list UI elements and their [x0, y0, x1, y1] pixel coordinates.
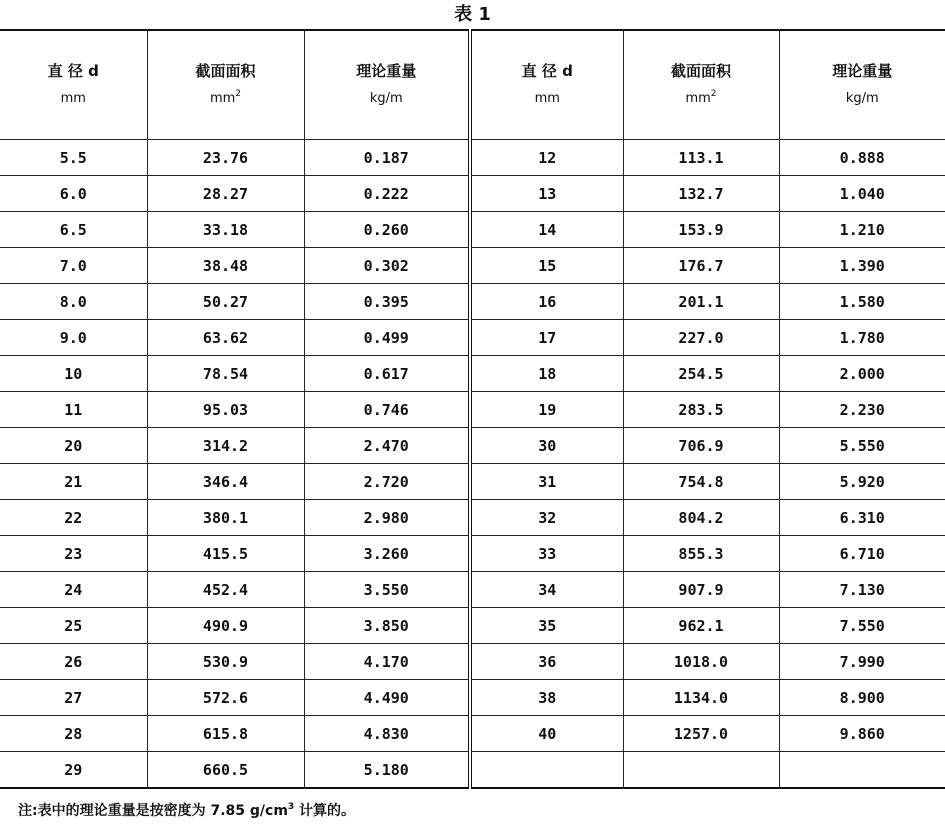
- area-cell: 907.9: [623, 572, 779, 608]
- header-weight-unit: kg/m: [369, 91, 403, 106]
- table-row: [0, 212, 945, 248]
- header-diameter-left: [0, 30, 147, 140]
- table-header: [0, 30, 945, 140]
- diameter-cell: 20: [0, 428, 147, 464]
- table-row: [0, 140, 945, 176]
- header-area-label: 截面面积: [670, 62, 731, 80]
- weight-cell: 1.040: [779, 176, 945, 212]
- steel-bar-table: [0, 29, 945, 789]
- area-cell: 153.9: [623, 212, 779, 248]
- table-row: [0, 680, 945, 716]
- diameter-cell: 23: [0, 536, 147, 572]
- weight-cell: 3.850: [304, 608, 470, 644]
- area-cell: 201.1: [623, 284, 779, 320]
- table-row: [0, 320, 945, 356]
- diameter-cell: 17: [470, 320, 623, 356]
- table-row: [0, 536, 945, 572]
- weight-cell: 0.187: [304, 140, 470, 176]
- area-cell: 95.03: [147, 392, 304, 428]
- table-title: 表 1: [454, 4, 491, 25]
- header-diameter-unit: mm: [60, 91, 86, 106]
- table-row: [0, 752, 945, 789]
- diameter-cell: 12: [470, 140, 623, 176]
- weight-cell: 5.920: [779, 464, 945, 500]
- area-cell: 415.5: [147, 536, 304, 572]
- table-body: [0, 140, 945, 789]
- diameter-cell: 38: [470, 680, 623, 716]
- diameter-cell: 40: [470, 716, 623, 752]
- diameter-cell: 35: [470, 608, 623, 644]
- diameter-cell: 26: [0, 644, 147, 680]
- weight-cell: 2.000: [779, 356, 945, 392]
- header-weight-left: [304, 30, 470, 140]
- area-cell: 572.6: [147, 680, 304, 716]
- diameter-cell: 7.0: [0, 248, 147, 284]
- area-cell: 1018.0: [623, 644, 779, 680]
- weight-cell: 4.490: [304, 680, 470, 716]
- area-cell: 38.48: [147, 248, 304, 284]
- area-cell: 78.54: [147, 356, 304, 392]
- weight-cell: 0.260: [304, 212, 470, 248]
- area-cell: 254.5: [623, 356, 779, 392]
- diameter-cell: 28: [0, 716, 147, 752]
- diameter-cell: 22: [0, 500, 147, 536]
- diameter-cell: 9.0: [0, 320, 147, 356]
- weight-cell: 7.130: [779, 572, 945, 608]
- weight-cell: 5.180: [304, 752, 470, 789]
- footnote-text-end: 计算的。: [294, 803, 356, 819]
- header-diameter-label: 直 径 d: [47, 62, 99, 80]
- weight-cell: 0.888: [779, 140, 945, 176]
- diameter-cell: 5.5: [0, 140, 147, 176]
- header-area-label: 截面面积: [195, 62, 256, 80]
- table-row: [0, 500, 945, 536]
- weight-cell: 3.550: [304, 572, 470, 608]
- weight-cell: 8.900: [779, 680, 945, 716]
- table-row: [0, 464, 945, 500]
- diameter-cell: 8.0: [0, 284, 147, 320]
- table-row: [0, 644, 945, 680]
- weight-cell: 4.170: [304, 644, 470, 680]
- area-cell: 706.9: [623, 428, 779, 464]
- diameter-cell: 32: [470, 500, 623, 536]
- weight-cell: 2.230: [779, 392, 945, 428]
- diameter-cell: 11: [0, 392, 147, 428]
- weight-cell: 0.746: [304, 392, 470, 428]
- diameter-cell: 24: [0, 572, 147, 608]
- area-cell: 227.0: [623, 320, 779, 356]
- diameter-cell: 13: [470, 176, 623, 212]
- diameter-cell: 31: [470, 464, 623, 500]
- weight-cell: 1.780: [779, 320, 945, 356]
- footnote-exponent: 3: [287, 802, 295, 812]
- table-row: [0, 356, 945, 392]
- weight-cell: 2.980: [304, 500, 470, 536]
- header-weight-label: 理论重量: [356, 62, 417, 80]
- area-cell: 962.1: [623, 608, 779, 644]
- weight-cell: 0.617: [304, 356, 470, 392]
- diameter-cell: 14: [470, 212, 623, 248]
- area-cell: 1257.0: [623, 716, 779, 752]
- diameter-cell: 19: [470, 392, 623, 428]
- header-area-unit: $mm^2$: [209, 89, 242, 106]
- area-cell: 530.9: [147, 644, 304, 680]
- footnote-text: 注:表中的理论重量是按密度为 7.85 g/cm: [18, 803, 288, 819]
- table-row: [0, 392, 945, 428]
- diameter-cell: 6.0: [0, 176, 147, 212]
- area-cell: 660.5: [147, 752, 304, 789]
- header-area-unit: $mm^2$: [685, 89, 717, 106]
- area-cell: 63.62: [147, 320, 304, 356]
- diameter-cell: 36: [470, 644, 623, 680]
- diameter-cell: 21: [0, 464, 147, 500]
- table-row: [0, 608, 945, 644]
- weight-cell: 4.830: [304, 716, 470, 752]
- weight-cell: 7.550: [779, 608, 945, 644]
- weight-cell: 5.550: [779, 428, 945, 464]
- diameter-cell: 30: [470, 428, 623, 464]
- diameter-cell: 16: [470, 284, 623, 320]
- weight-cell: 3.260: [304, 536, 470, 572]
- header-weight-label: 理论重量: [832, 62, 893, 80]
- area-cell: 132.7: [623, 176, 779, 212]
- area-cell: 1134.0: [623, 680, 779, 716]
- header-diameter-label: 直 径 d: [521, 62, 573, 80]
- area-cell: 490.9: [147, 608, 304, 644]
- header-area-left: [147, 30, 304, 140]
- weight-cell: 1.210: [779, 212, 945, 248]
- weight-cell: 6.310: [779, 500, 945, 536]
- diameter-cell: 34: [470, 572, 623, 608]
- table-row: [0, 176, 945, 212]
- table-row: [0, 284, 945, 320]
- weight-cell: 1.390: [779, 248, 945, 284]
- weight-cell: 2.720: [304, 464, 470, 500]
- diameter-cell: 29: [0, 752, 147, 789]
- weight-cell: 0.395: [304, 284, 470, 320]
- header-weight-right: [779, 30, 945, 140]
- area-cell: 176.7: [623, 248, 779, 284]
- weight-cell: 0.302: [304, 248, 470, 284]
- area-cell: 28.27: [147, 176, 304, 212]
- weight-cell: [779, 752, 945, 789]
- area-cell: 113.1: [623, 140, 779, 176]
- table-row: [0, 428, 945, 464]
- table-row: [0, 716, 945, 752]
- weight-cell: 2.470: [304, 428, 470, 464]
- diameter-cell: 15: [470, 248, 623, 284]
- area-cell: 855.3: [623, 536, 779, 572]
- diameter-cell: 18: [470, 356, 623, 392]
- table-row: [0, 572, 945, 608]
- area-cell: 346.4: [147, 464, 304, 500]
- area-cell: 50.27: [147, 284, 304, 320]
- area-cell: 754.8: [623, 464, 779, 500]
- diameter-cell: 27: [0, 680, 147, 716]
- table-row: [0, 248, 945, 284]
- diameter-cell: 10: [0, 356, 147, 392]
- diameter-cell: 33: [470, 536, 623, 572]
- area-cell: 380.1: [147, 500, 304, 536]
- header-diameter-unit: mm: [534, 91, 560, 106]
- diameter-cell: 25: [0, 608, 147, 644]
- weight-cell: 6.710: [779, 536, 945, 572]
- area-cell: 452.4: [147, 572, 304, 608]
- area-cell: 33.18: [147, 212, 304, 248]
- area-cell: 314.2: [147, 428, 304, 464]
- diameter-cell: 6.5: [0, 212, 147, 248]
- footnote: [18, 800, 355, 822]
- weight-cell: 1.580: [779, 284, 945, 320]
- area-cell: 23.76: [147, 140, 304, 176]
- weight-cell: 7.990: [779, 644, 945, 680]
- header-diameter-right: [470, 30, 623, 140]
- header-area-right: [623, 30, 779, 140]
- weight-cell: 0.499: [304, 320, 470, 356]
- diameter-cell: [470, 752, 623, 789]
- area-cell: [623, 752, 779, 789]
- area-cell: 615.8: [147, 716, 304, 752]
- area-cell: 283.5: [623, 392, 779, 428]
- weight-cell: 0.222: [304, 176, 470, 212]
- area-cell: 804.2: [623, 500, 779, 536]
- header-weight-unit: kg/m: [845, 91, 879, 106]
- weight-cell: 9.860: [779, 716, 945, 752]
